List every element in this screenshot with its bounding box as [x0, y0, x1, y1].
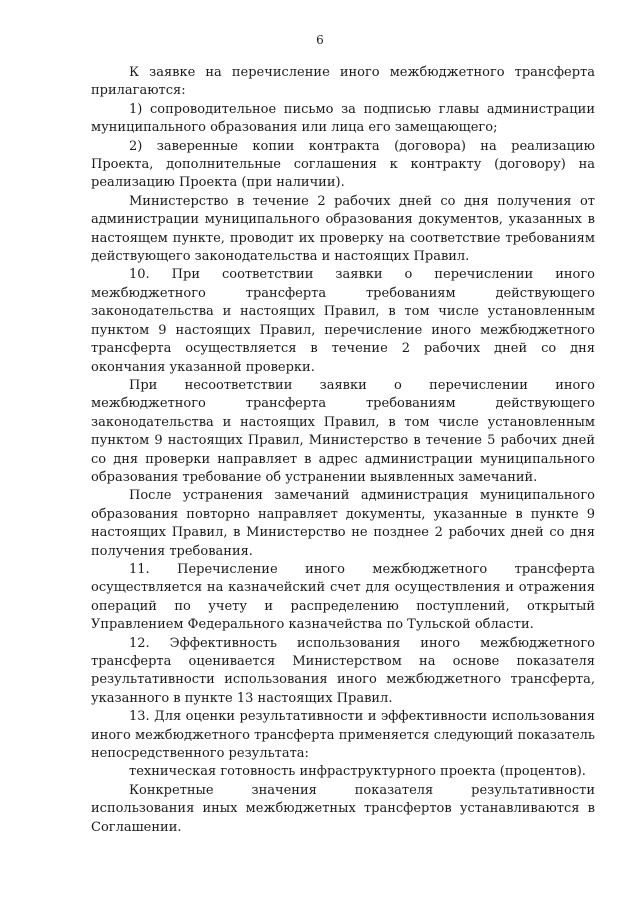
paragraph-nonconformity: При несоответствии заявки о перечислении иного межбюджетного трансферта требованиям действующего законодательства и настоящих Правил, в том числе установленным пунктом 9 настоящих Правил, Министерство в течение 5 рабочих дней со дня проверки направляет в адрес администрации муниципального образования требование об устранении выявленных замечаний.	[91, 377, 595, 485]
paragraph-attachments-intro: К заявке на перечисление иного межбюджетного трансферта прилагаются:	[91, 65, 595, 99]
paragraph-after-correction: После устранения замечаний администрация муниципального образования повторно направляет документы, указанные в пункте 9 настоящих Правил, в Министерство не позднее 2 рабочих дней со дня получения требования.	[91, 488, 595, 559]
document-body	[91, 64, 595, 837]
page-number: 6	[316, 33, 324, 47]
paragraph-ministry-check: Министерство в течение 2 рабочих дней со дня получения от администрации муниципального образования документов, указанных в настоящем пункте, проводит их проверку на соответствие требованиям действующего законодательства и настоящих Правил.	[91, 193, 595, 265]
paragraph-contract-copies: 2) заверенные копии контракта (договора) на реализацию Проекта, дополнительные соглашения к контракту (договору) на реализацию Проекта (при наличии).	[91, 138, 595, 191]
paragraph-item-12: 12. Эффективность использования иного межбюджетного трансферта оценивается Министерством на основе показателя результативности использования иного межбюджетного трансферта, указанного в пункте 13 настоящих Правил.	[91, 635, 595, 706]
paragraph-item-13: 13. Для оценки результативности и эффективности использования иного межбюджетного трансферта применяется следующий показатель непосредственного результата:	[91, 709, 595, 762]
paragraph-indicator-values: Конкретные значения показателя результативности использования иных межбюджетных трансфертов устанавливаются в Соглашении.	[91, 782, 595, 835]
paragraph-cover-letter: 1) сопроводительное письмо за подписью главы администрации муниципального образования или лица его замещающего;	[91, 101, 595, 136]
paragraph-item-10: 10. При соответствии заявки о перечислении иного межбюджетного трансферта требованиям действующего законодательства и настоящих Правил, в том числе установленным пунктом 9 настоящих Правил, перечисление иного межбюджетного трансферта осуществляется в течение 2 рабочих дней со дня окончания указанной проверки.	[91, 267, 595, 375]
paragraph-indicator: техническая готовность инфраструктурного проекта (процентов).	[129, 764, 586, 780]
paragraph-item-11: 11. Перечисление иного межбюджетного трансферта осуществляется на казначейский счет для осуществления и отражения операций по учету и распределению поступлений, открытый Управлением Федерального казначейства по Тульской области.	[91, 561, 595, 633]
